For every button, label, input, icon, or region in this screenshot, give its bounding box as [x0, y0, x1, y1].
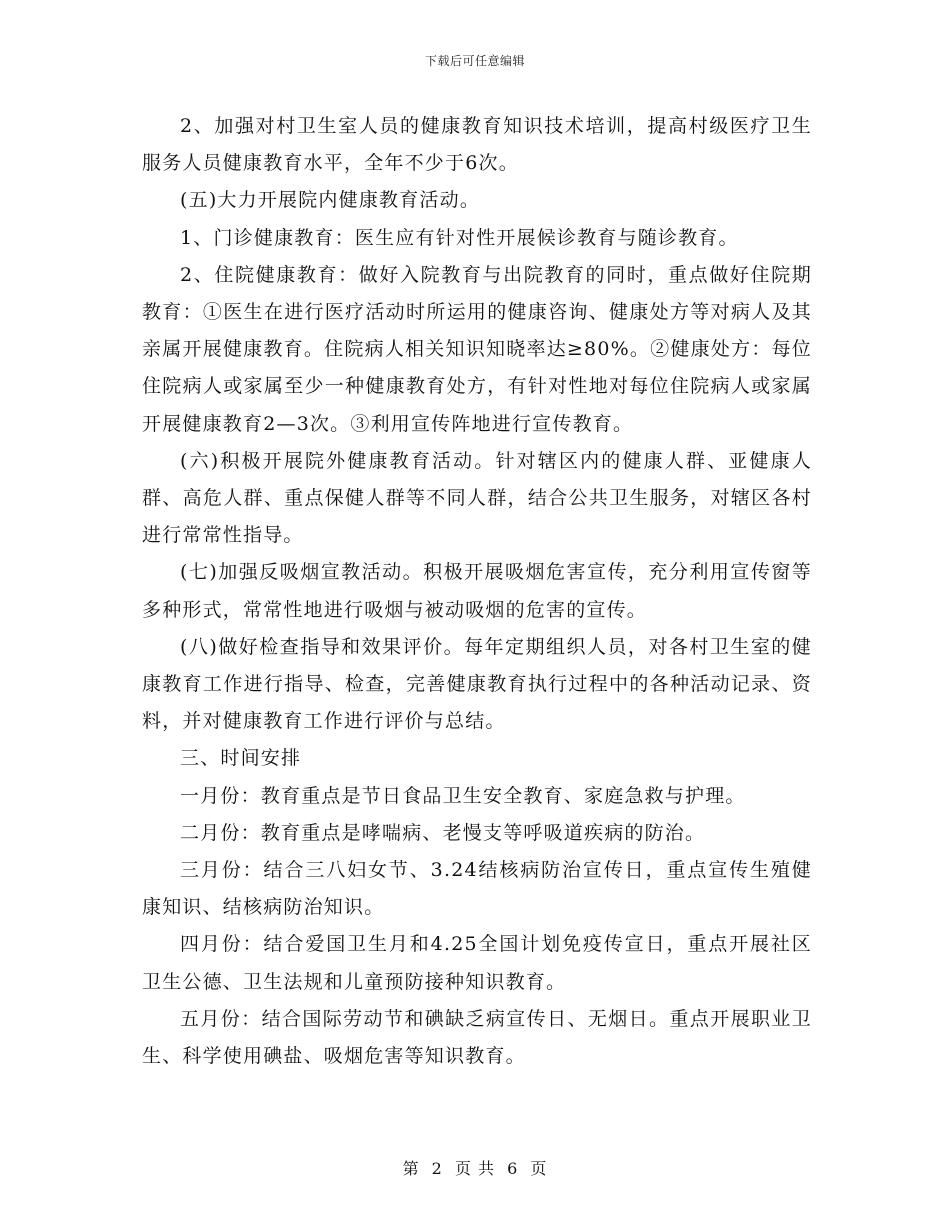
- footer-suffix: 页: [530, 1159, 548, 1178]
- paragraph: (八)做好检查指导和效果评价。每年定期组织人员，对各村卫生室的健康教育工作进行指导、检查，完善健康教育执行过程中的各种活动记录、资料，并对健康教育工作进行评价与总结。: [142, 635, 812, 733]
- paragraph: 2、住院健康教育：做好入院教育与出院教育的同时，重点做好住院期教育：①医生在进行医疗活动时所运用的健康咨询、健康处方等对病人及其亲属开展健康教育。住院病人相关知识知晓率达≥80%。②健康处方：每位住院病人或家属至少一种健康教育处方，有针对性地对每位住院病人或家属开展健康教育2—3次。③利用宣传阵地进行宣传教育。: [142, 263, 812, 435]
- paragraph: (六)积极开展院外健康教育活动。针对辖区内的健康人群、亚健康人群、高危人群、重点保健人群等不同人群，结合公共卫生服务，对辖区各村进行常常性指导。: [142, 449, 812, 547]
- schedule-item: 五月份：结合国际劳动节和碘缺乏病宣传日、无烟日。重点开展职业卫生、科学使用碘盐、吸烟危害等知识教育。: [142, 1007, 812, 1068]
- schedule-item: 二月份：教育重点是哮喘病、老慢支等呼吸道疾病的防治。: [180, 821, 706, 844]
- document-body: [142, 108, 812, 1075]
- current-page-number: 2: [431, 1159, 443, 1178]
- page-header-note: 下载后可任意编辑: [424, 54, 525, 68]
- section-heading: 三、时间安排: [180, 747, 302, 770]
- total-page-number: 6: [507, 1159, 519, 1178]
- paragraph: 1、门诊健康教育：医生应有针对性开展候诊教育与随诊教育。: [180, 226, 739, 249]
- paragraph: (七)加强反吸烟宣教活动。积极开展吸烟危害宣传，充分利用宣传窗等多种形式，常常性地进行吸烟与被动吸烟的危害的宣传。: [142, 561, 812, 621]
- schedule-item: 三月份：结合三八妇女节、3.24结核病防治宣传日，重点宣传生殖健康知识、结核病防治知识。: [142, 859, 812, 919]
- page-footer: [0, 1156, 950, 1179]
- footer-prefix: 第: [402, 1159, 420, 1178]
- schedule-item: 四月份：结合爱国卫生月和4.25全国计划免疫传宣日，重点开展社区卫生公德、卫生法规和儿童预防接种知识教育。: [142, 933, 812, 993]
- footer-middle: 页 共: [454, 1159, 496, 1178]
- schedule-item: 一月份：教育重点是节日食品卫生安全教育、家庭急救与护理。: [180, 784, 746, 807]
- paragraph: 2、加强对村卫生室人员的健康教育知识技术培训，提高村级医疗卫生服务人员健康教育水平，全年不少于6次。: [142, 115, 812, 175]
- section-heading: (五)大力开展院内健康教育活动。: [180, 189, 481, 212]
